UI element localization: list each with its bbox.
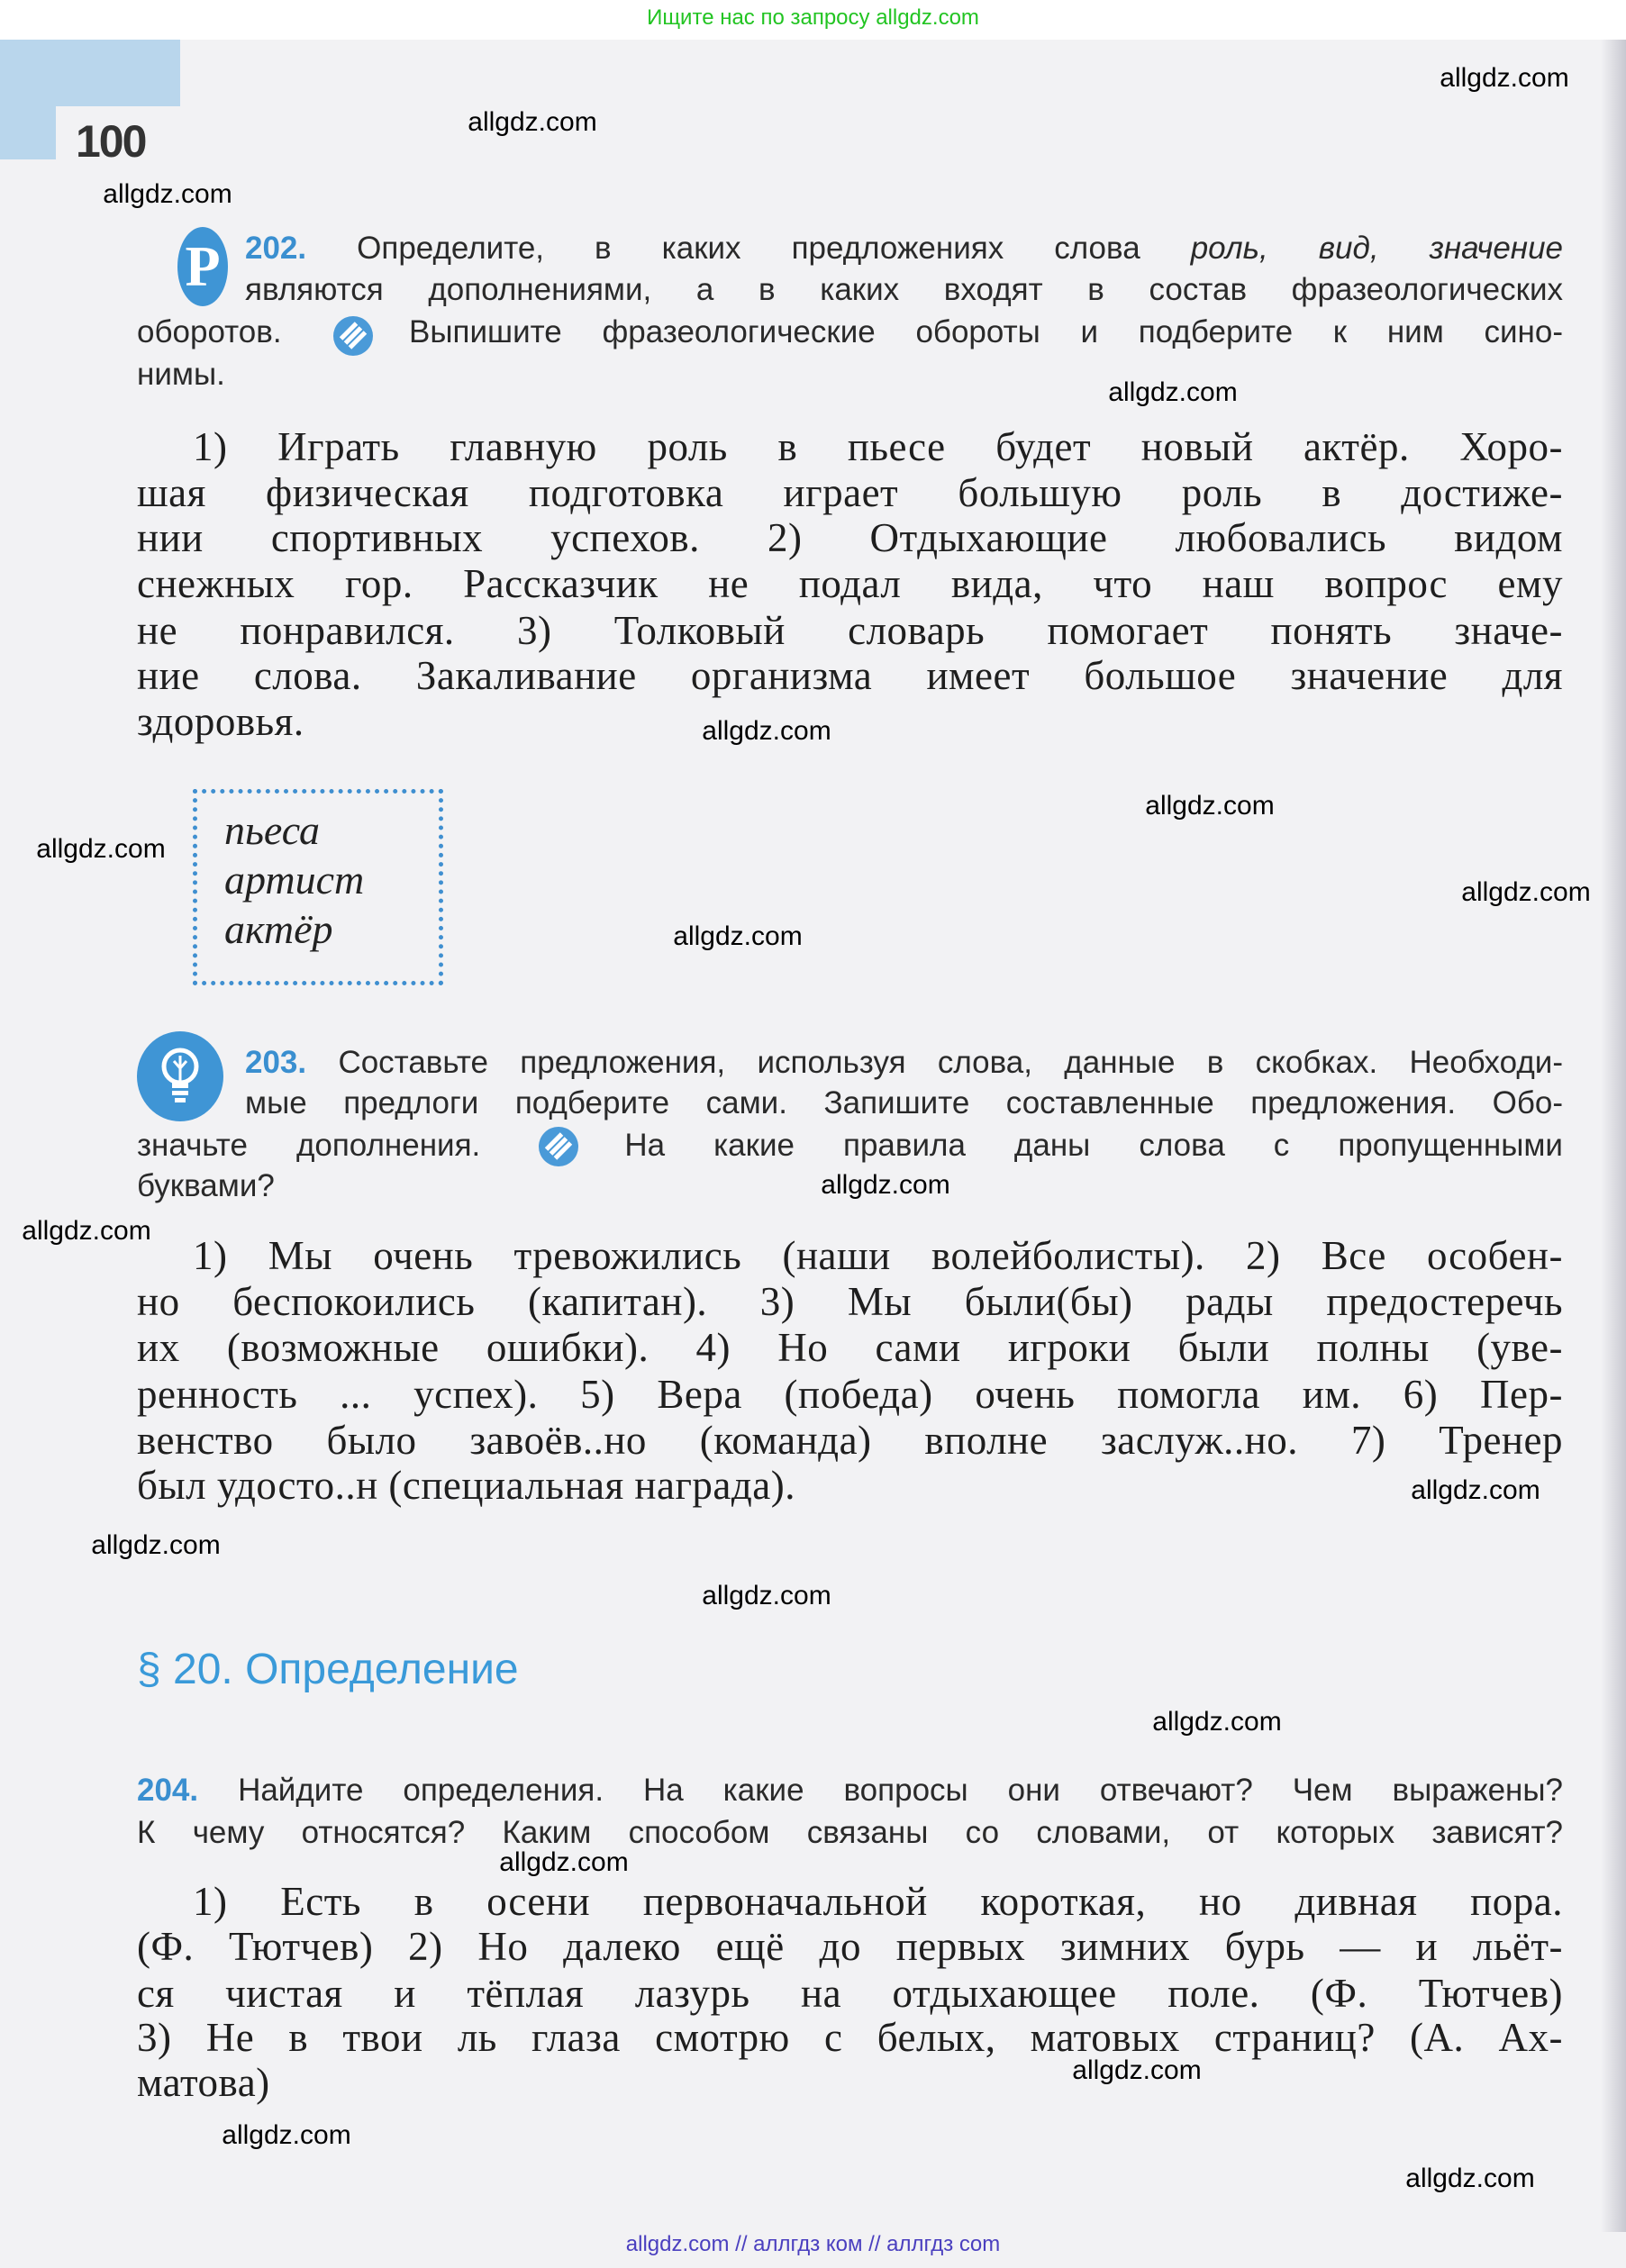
text-line: 1) Мы очень тревожились (наши волейболисты). 2) Все особен- [193, 1233, 1563, 1278]
text-line: 3) Не в твои ль глаза смотрю с белых, матовых страниц? (А. Ах- [137, 2015, 1563, 2060]
text-line: (Ф. Тютчев) 2) Но далеко ещё до первых зимних бурь — и льёт- [137, 1924, 1563, 1969]
page-edge-shadow [1601, 40, 1626, 2232]
watermark-text: allgdz.com [499, 1847, 629, 1877]
top-banner [0, 0, 1626, 40]
lightbulb-icon [137, 1031, 223, 1121]
text-line: был удосто..н (специальная награда). [137, 1463, 796, 1508]
watermark-text: allgdz.com [1152, 1707, 1282, 1737]
task-line [245, 272, 1563, 308]
text-line: шая физическая подготовка играет большую роль в достиже- [137, 470, 1563, 515]
text-line: снежных гор. Рассказчик не подал вида, что наш вопрос ему [137, 561, 1563, 606]
task-line [137, 1128, 1563, 1164]
watermark-text: allgdz.com [1411, 1475, 1540, 1505]
text-line: 1) Играть главную роль в пьесе будет новый актёр. Хоро- [193, 424, 1563, 469]
watermark-text: allgdz.com [103, 179, 232, 209]
task-text: К чему относятся? Каким способом связаны со словами, от которых зависят? [137, 1815, 1563, 1850]
watermark-text: allgdz.com [1072, 2055, 1202, 2085]
text-line: нии спортивных успехов. 2) Отдыхающие любовались видом [137, 515, 1563, 560]
text-line: их (возможные ошибки). 4) Но сами игроки были полны (уве- [137, 1325, 1563, 1370]
task-text: являются дополнениями, а в каких входят в состав фразеологических [245, 272, 1563, 307]
section-title: § 20. Определение [137, 1646, 519, 1693]
footer-links: allgdz.com // аллгдз ком // аллгдз com [625, 2232, 1001, 2256]
text-line: ся чистая и тёплая лазурь на отдыхающее поле. (Ф. Тютчев) [137, 1971, 1563, 2016]
task-text: На какие правила даны слова с пропущенными [624, 1128, 1563, 1163]
task-line [245, 231, 1563, 267]
task-text: значьте дополнения. [137, 1128, 481, 1163]
task-line [245, 1045, 1563, 1081]
lightbulb-glyph [158, 1045, 203, 1108]
watermark-text: allgdz.com [222, 2120, 351, 2150]
task-text: нимы. [137, 357, 225, 392]
text-line: ренность ... успех). 5) Вера (победа) очень помогла им. 6) Пер- [137, 1372, 1563, 1417]
task-text: роль, вид, значение [1190, 231, 1563, 266]
task-text: Найдите определения. На какие вопросы они отвечают? Чем выражены? [238, 1773, 1563, 1808]
task-line [137, 1773, 1563, 1809]
task-line [137, 357, 225, 393]
watermark-text: allgdz.com [36, 834, 166, 864]
watermark-text: allgdz.com [1405, 2164, 1535, 2193]
watermark-text: allgdz.com [1145, 791, 1275, 821]
watermark-text: allgdz.com [91, 1530, 221, 1560]
text-line: венство было завоёв..но (команда) вполне заслуж..но. 7) Тренер [137, 1418, 1563, 1463]
watermark-text: allgdz.com [702, 1581, 831, 1610]
task-line [137, 1168, 275, 1204]
watermark-text: allgdz.com [468, 107, 597, 137]
task-text: буквами? [137, 1168, 275, 1203]
pencil-icon [333, 316, 373, 356]
watermark-text: allgdz.com [1440, 63, 1569, 93]
text-line: но беспокоились (капитан). 3) Мы были(бы) рады предостеречь [137, 1279, 1563, 1324]
rhetoric-badge-icon: Р [177, 227, 228, 306]
task-text: Выпишите фразеологические обороты и подберите к ним сино- [409, 314, 1563, 349]
pencil-icon [539, 1127, 578, 1166]
text-line: матова) [137, 2060, 270, 2105]
text-line: здоровья. [137, 699, 304, 744]
exercise-number: 202. [245, 231, 307, 266]
vocabulary-word: актёр [224, 906, 333, 952]
exercise-number: 203. [245, 1045, 307, 1080]
vocabulary-word: артист [224, 857, 365, 903]
page-number: 100 [76, 116, 146, 167]
task-line [245, 1085, 1563, 1121]
task-text: мые предлоги подберите сами. Запишите составленные предложения. Обо- [245, 1085, 1563, 1120]
watermark-text: allgdz.com [1108, 377, 1238, 407]
watermark-text: allgdz.com [821, 1170, 950, 1200]
text-line: не понравился. 3) Толковый словарь помогает понять значе- [137, 608, 1563, 653]
watermark-text: allgdz.com [673, 921, 803, 951]
vocabulary-word: пьеса [224, 807, 320, 853]
watermark-text: allgdz.com [1461, 877, 1591, 907]
banner-text: Ищите нас по запросу allgdz.com [647, 5, 979, 30]
task-text: оборотов. [137, 314, 282, 349]
task-text: Определите, в каких предложениях слова [357, 231, 1191, 266]
text-line: ние слова. Закаливание организма имеет большое значение для [137, 653, 1563, 698]
watermark-text: allgdz.com [702, 716, 831, 746]
watermark-text: allgdz.com [22, 1216, 151, 1246]
task-line [137, 1815, 1563, 1851]
text-line: 1) Есть в осени первоначальной короткая, но дивная пора. [193, 1879, 1563, 1924]
exercise-number: 204. [137, 1773, 199, 1808]
task-text: Составьте предложения, используя слова, данные в скобках. Необходи- [338, 1045, 1563, 1080]
